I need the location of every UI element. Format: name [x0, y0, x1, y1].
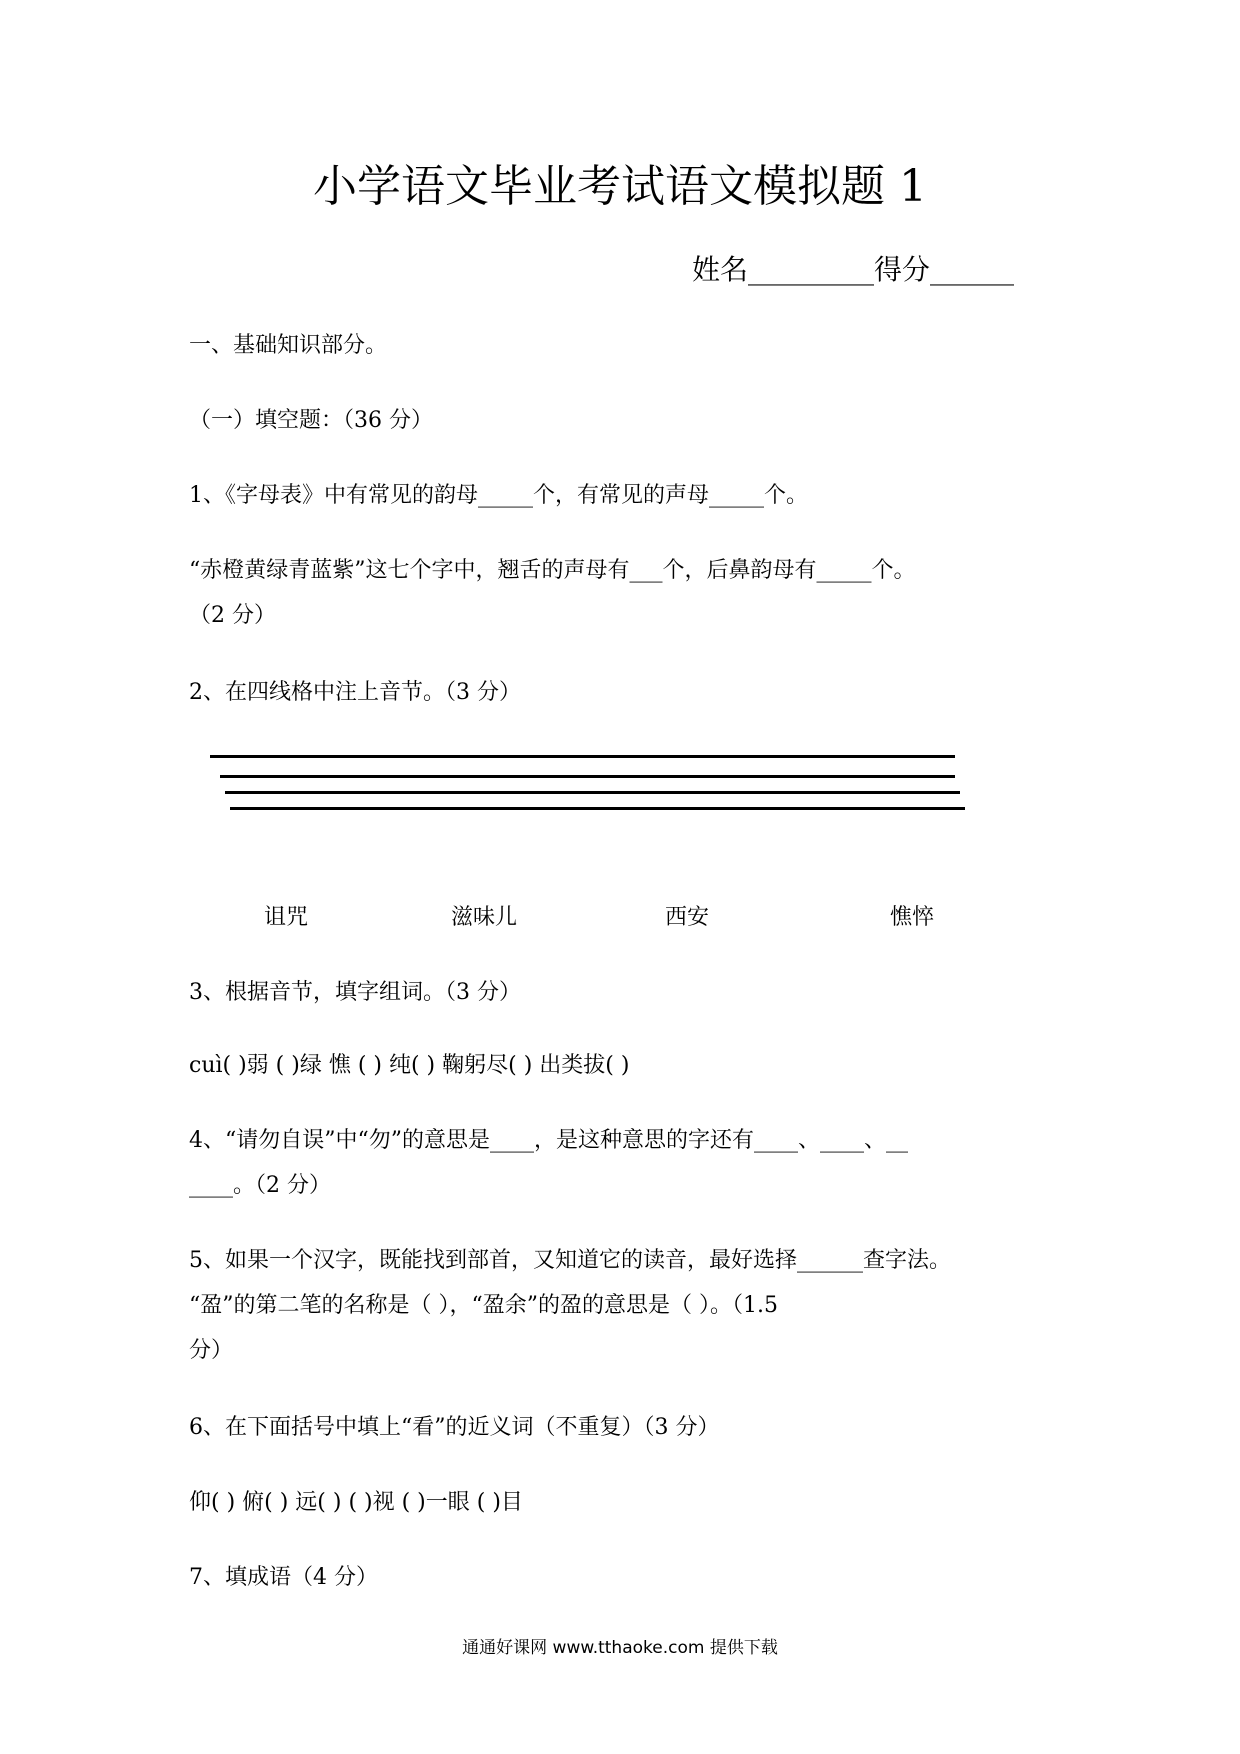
word-item: 西安: [665, 905, 710, 930]
question-7: 7、填成语（4 分）: [189, 1565, 378, 1590]
question-3: 3、根据音节，填字组词。（3 分）: [189, 980, 521, 1005]
question-3-items: cuì( )弱 ( )绿 憔 ( ) 纯( ) 鞠躬尽( ) 出类拔( ): [189, 1053, 630, 1078]
name-score-line: 姓名_________得分______: [692, 253, 1015, 286]
pinyin-line-4: [230, 807, 965, 810]
pinyin-line-1: [210, 755, 955, 758]
footer: 通通好课网 www.tthaoke.com 提供下载: [462, 1638, 778, 1658]
pinyin-line-3: [225, 791, 960, 794]
question-1: 1、《字母表》中有常见的韵母_____个，有常见的声母_____个。: [189, 483, 808, 508]
word-item: 滋味儿: [451, 905, 518, 930]
section-heading: 一、基础知识部分。: [189, 333, 388, 358]
question-2: 2、在四线格中注上音节。（3 分）: [189, 680, 521, 705]
word-item: 诅咒: [264, 905, 309, 930]
question-1-part-b: “赤橙黄绿青蓝紫”这七个字中，翘舌的声母有___个，后鼻韵母有_____个。: [189, 558, 916, 583]
page-title: 小学语文毕业考试语文模拟题 1: [313, 161, 927, 212]
question-5: 5、如果一个汉字，既能找到部首，又知道它的读音，最好选择______查字法。: [189, 1248, 951, 1273]
question-5-cont: “盈”的第二笔的名称是（ ），“盈余”的盈的意思是（ ）。（1.5: [189, 1293, 778, 1318]
subsection-heading: （一）填空题：（36 分）: [189, 408, 433, 433]
question-4-cont: ____。（2 分）: [189, 1173, 331, 1198]
question-1-points: （2 分）: [189, 603, 276, 628]
question-6-items: 仰( ) 俯( ) 远( ) ( )视 ( )一眼 ( )目: [189, 1490, 523, 1515]
question-4: 4、“请勿自误”中“勿”的意思是____，是这种意思的字还有____、____、__: [189, 1128, 908, 1153]
question-6: 6、在下面括号中填上“看”的近义词（不重复）（3 分）: [189, 1415, 720, 1440]
pinyin-line-2: [220, 775, 955, 778]
question-5-points: 分）: [189, 1338, 234, 1363]
word-item: 憔悴: [890, 905, 935, 930]
